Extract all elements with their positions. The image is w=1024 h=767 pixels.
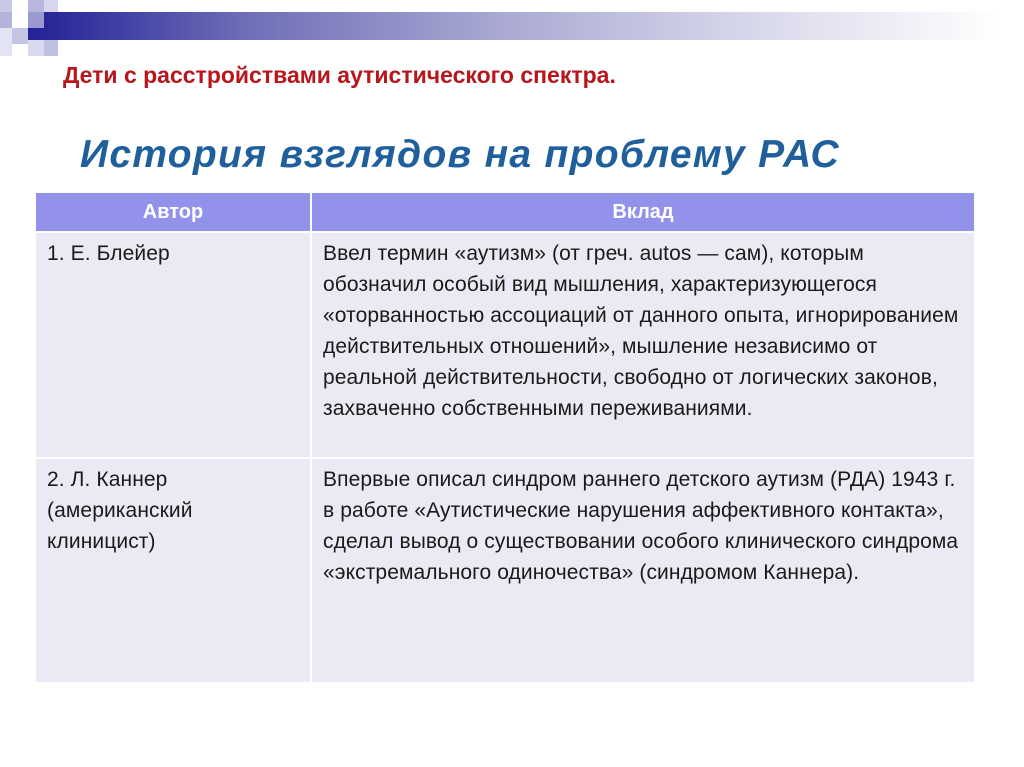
- table-row: [35, 232, 975, 458]
- history-table: [34, 191, 976, 684]
- decorative-top-band: [0, 12, 1024, 40]
- author-cell: 1. Е. Блейер: [35, 232, 311, 458]
- slide-title: История взглядов на проблему РАС: [80, 133, 841, 176]
- table-header-row: [35, 192, 975, 232]
- author-cell: 2. Л. Каннер (американский клиницист): [35, 458, 311, 683]
- contribution-cell: Впервые описал синдром раннего детского аутизм (РДА) 1943 г. в работе «Аутистические нарушения аффективного контакта», сделал вывод о существовании особого клинического синдрома «экстремального одиночества» (синдромом Каннера).: [311, 458, 975, 683]
- contribution-cell: Ввел термин «аутизм» (от греч. autos — сам), которым обозначил особый вид мышления, характеризующегося «оторванностью ассоциаций от данного опыта, игнорированием действительных отношений», мышление независимо от реальной действительности, свободно от логических законов, захваченно собственными переживаниями.: [311, 232, 975, 458]
- slide-subtitle: Дети с расстройствами аутистического спектра.: [63, 62, 616, 88]
- author-column-header: Автор: [35, 192, 311, 232]
- table-row: [35, 458, 975, 683]
- contribution-column-header: Вклад: [311, 192, 975, 232]
